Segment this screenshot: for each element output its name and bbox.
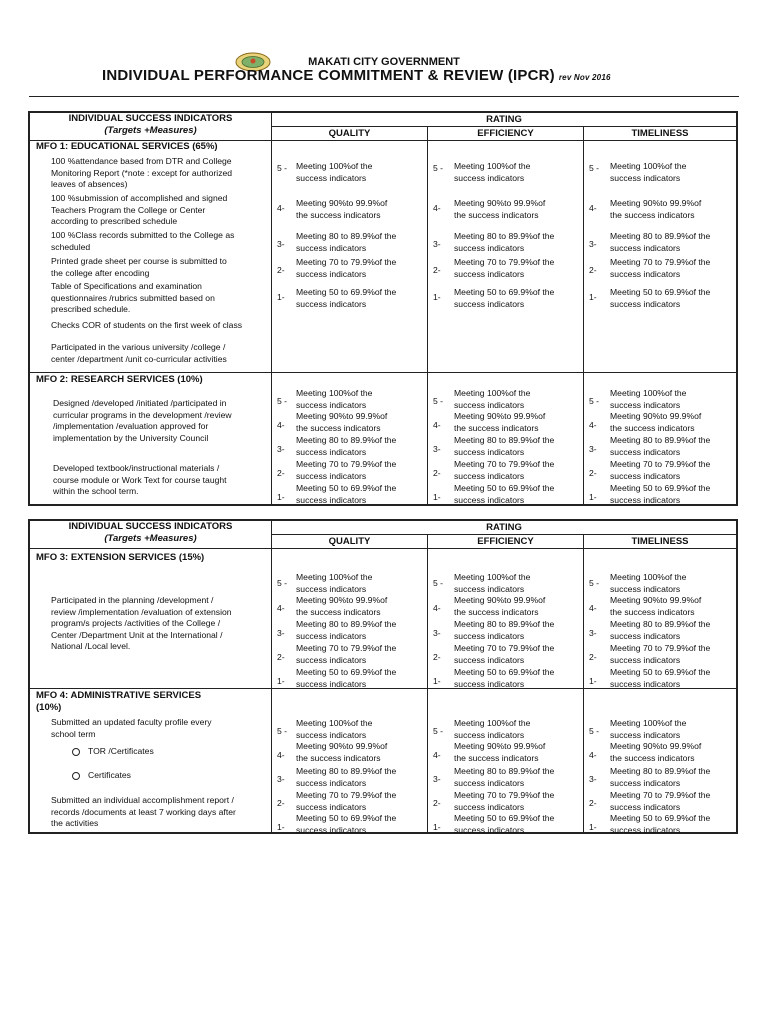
score-5: 5 - bbox=[277, 578, 288, 588]
score-2: 2- bbox=[277, 265, 285, 275]
score-2: 2- bbox=[277, 468, 285, 478]
isi-header: INDIVIDUAL SUCCESS INDICATORS (Targets +Measures) bbox=[30, 113, 272, 140]
timeliness-header: TIMELINESS bbox=[631, 536, 689, 547]
score-3: 3- bbox=[277, 239, 285, 249]
rating-2: Meeting 70 to 79.9%of the success indicators bbox=[454, 790, 555, 812]
score-1: 1- bbox=[589, 676, 597, 686]
score-4: 4- bbox=[589, 603, 597, 613]
indicator: Table of Specifications and examination questionnaires /rubrics submitted based on prescribed schedule. bbox=[51, 281, 215, 314]
rating-3: Meeting 80 to 89.9%of the success indicators bbox=[454, 619, 555, 641]
rating-5: Meeting 100%of the success indicators bbox=[296, 572, 373, 594]
rating-1: Meeting 50 to 69.9%of the success indicators bbox=[610, 813, 711, 835]
score-3: 3- bbox=[433, 628, 441, 638]
score-2: 2- bbox=[433, 468, 441, 478]
rating-3: Meeting 80 to 89.9%of the success indicators bbox=[610, 435, 711, 457]
score-2: 2- bbox=[433, 798, 441, 808]
indicator: Printed grade sheet per course is submitted to the college after encoding bbox=[51, 256, 227, 278]
score-1: 1- bbox=[589, 292, 597, 302]
score-5: 5 - bbox=[589, 396, 600, 406]
rating-4: Meeting 90%to 99.9%of the success indicators bbox=[296, 411, 388, 433]
indicator: Developed textbook/instructional materials / course module or Work Text for course taught within the school term. bbox=[53, 463, 227, 496]
score-3: 3- bbox=[277, 444, 285, 454]
rating-3: Meeting 80 to 89.9%of the success indicators bbox=[296, 231, 397, 253]
score-4: 4- bbox=[433, 750, 441, 760]
score-1: 1- bbox=[277, 492, 285, 502]
efficiency-header: EFFICIENCY bbox=[477, 128, 534, 139]
rating-4: Meeting 90%to 99.9%of the success indicators bbox=[296, 741, 388, 763]
rating-5: Meeting 100%of the success indicators bbox=[454, 161, 531, 183]
indicator: 100 %submission of accomplished and signed Teachers Program the College or Center according to prescribed schedule bbox=[51, 193, 228, 226]
row-divider bbox=[30, 372, 736, 373]
rating-2: Meeting 70 to 79.9%of the success indicators bbox=[296, 257, 397, 279]
rating-3: Meeting 80 to 89.9%of the success indicators bbox=[454, 766, 555, 788]
divider bbox=[271, 140, 272, 504]
score-2: 2- bbox=[433, 652, 441, 662]
divider bbox=[427, 140, 428, 504]
rating-4: Meeting 90%to 99.9%of the success indicators bbox=[610, 741, 702, 763]
score-4: 4- bbox=[277, 203, 285, 213]
organization-name: MAKATI CITY GOVERNMENT bbox=[308, 56, 460, 68]
rating-5: Meeting 100%of the success indicators bbox=[296, 718, 373, 740]
rating-5: Meeting 100%of the success indicators bbox=[454, 388, 531, 410]
rating-3: Meeting 80 to 89.9%of the success indicators bbox=[296, 766, 397, 788]
rating-5: Meeting 100%of the success indicators bbox=[610, 572, 687, 594]
rating-3: Meeting 80 to 89.9%of the success indicators bbox=[610, 231, 711, 253]
rating-2: Meeting 70 to 79.9%of the success indicators bbox=[454, 643, 555, 665]
divider bbox=[427, 127, 428, 140]
indicator: Submitted an individual accomplishment report / records /documents at least 7 working days after the activities bbox=[51, 795, 236, 828]
rating-5: Meeting 100%of the success indicators bbox=[454, 718, 531, 740]
rating-2: Meeting 70 to 79.9%of the success indicators bbox=[610, 257, 711, 279]
score-4: 4- bbox=[277, 603, 285, 613]
rating-1: Meeting 50 to 69.9%of the success indicators bbox=[454, 287, 555, 309]
rating-2: Meeting 70 to 79.9%of the success indicators bbox=[610, 459, 711, 481]
rating-5: Meeting 100%of the success indicators bbox=[610, 161, 687, 183]
score-1: 1- bbox=[433, 676, 441, 686]
indicator: Participated in the various university /college / center /department /unit co-curricular activities bbox=[51, 342, 227, 364]
document-title: INDIVIDUAL PERFORMANCE COMMITMENT & REVIEW (IPCR) rev Nov 2016 bbox=[102, 67, 611, 84]
rating-3: Meeting 80 to 89.9%of the success indicators bbox=[610, 766, 711, 788]
score-4: 4- bbox=[589, 420, 597, 430]
rating-2: Meeting 70 to 79.9%of the success indicators bbox=[610, 790, 711, 812]
score-3: 3- bbox=[589, 239, 597, 249]
header-divider bbox=[29, 96, 739, 97]
rating-1: Meeting 50 to 69.9%of the success indicators bbox=[296, 667, 397, 689]
table-header bbox=[30, 521, 736, 549]
rating-1: Meeting 50 to 69.9%of the success indicators bbox=[454, 813, 555, 835]
indicator: 100 %attendance based from DTR and College Monitoring Report (*note : except for authorized leaves of absences) bbox=[51, 156, 233, 189]
rating-1: Meeting 50 to 69.9%of the success indicators bbox=[610, 667, 711, 689]
rating-4: Meeting 90%to 99.9%of the success indicators bbox=[610, 595, 702, 617]
mfo4-title: MFO 4: ADMINISTRATIVE SERVICES (10%) bbox=[36, 690, 202, 713]
indicator: Submitted an updated faculty profile every school term bbox=[51, 717, 212, 739]
score-1: 1- bbox=[277, 292, 285, 302]
rating-1: Meeting 50 to 69.9%of the success indicators bbox=[296, 483, 397, 505]
rating-header: RATING bbox=[272, 521, 736, 535]
score-5: 5 - bbox=[277, 726, 288, 736]
divider bbox=[583, 548, 584, 832]
indicator: 100 %Class records submitted to the College as scheduled bbox=[51, 230, 235, 252]
rating-3: Meeting 80 to 89.9%of the success indicators bbox=[296, 435, 397, 457]
score-4: 4- bbox=[433, 203, 441, 213]
isi-header: INDIVIDUAL SUCCESS INDICATORS (Targets +Measures) bbox=[30, 521, 272, 548]
score-5: 5 - bbox=[433, 578, 444, 588]
revision-note: rev Nov 2016 bbox=[558, 73, 611, 82]
divider bbox=[427, 548, 428, 832]
rating-1: Meeting 50 to 69.9%of the success indicators bbox=[296, 287, 397, 309]
score-1: 1- bbox=[433, 292, 441, 302]
score-1: 1- bbox=[433, 492, 441, 502]
rating-5: Meeting 100%of the success indicators bbox=[610, 388, 687, 410]
rating-4: Meeting 90%to 99.9%of the success indicators bbox=[454, 741, 546, 763]
score-2: 2- bbox=[589, 468, 597, 478]
rating-1: Meeting 50 to 69.9%of the success indicators bbox=[610, 483, 711, 505]
rating-4: Meeting 90%to 99.9%of the success indicators bbox=[454, 411, 546, 433]
score-2: 2- bbox=[589, 265, 597, 275]
score-4: 4- bbox=[433, 420, 441, 430]
rating-header: RATING bbox=[272, 113, 736, 127]
rating-2: Meeting 70 to 79.9%of the success indicators bbox=[296, 459, 397, 481]
divider bbox=[583, 140, 584, 504]
score-5: 5 - bbox=[589, 578, 600, 588]
rating-3: Meeting 80 to 89.9%of the success indicators bbox=[610, 619, 711, 641]
timeliness-header: TIMELINESS bbox=[631, 128, 689, 139]
score-3: 3- bbox=[589, 628, 597, 638]
rating-2: Meeting 70 to 79.9%of the success indicators bbox=[296, 790, 397, 812]
bullet-circle-icon bbox=[72, 772, 80, 780]
score-3: 3- bbox=[433, 239, 441, 249]
score-1: 1- bbox=[589, 492, 597, 502]
score-1: 1- bbox=[277, 676, 285, 686]
indicator: Designed /developed /initiated /participated in curricular programs in the development /review /implementation /evaluation approved for implementation by the University Council bbox=[53, 398, 232, 443]
table-header bbox=[30, 113, 736, 141]
score-3: 3- bbox=[589, 444, 597, 454]
score-2: 2- bbox=[589, 652, 597, 662]
divider bbox=[427, 535, 428, 548]
score-3: 3- bbox=[433, 444, 441, 454]
rating-4: Meeting 90%to 99.9%of the success indicators bbox=[610, 198, 702, 220]
ipcr-table-2 bbox=[28, 519, 738, 834]
score-2: 2- bbox=[433, 265, 441, 275]
score-4: 4- bbox=[277, 420, 285, 430]
score-2: 2- bbox=[589, 798, 597, 808]
rating-1: Meeting 50 to 69.9%of the success indicators bbox=[610, 287, 711, 309]
mfo1-title: MFO 1: EDUCATIONAL SERVICES (65%) bbox=[36, 141, 218, 152]
score-5: 5 - bbox=[589, 163, 600, 173]
score-1: 1- bbox=[433, 822, 441, 832]
score-5: 5 - bbox=[589, 726, 600, 736]
efficiency-header: EFFICIENCY bbox=[477, 536, 534, 547]
score-5: 5 - bbox=[277, 163, 288, 173]
quality-header: QUALITY bbox=[328, 128, 371, 139]
rating-4: Meeting 90%to 99.9%of the success indicators bbox=[454, 198, 546, 220]
score-2: 2- bbox=[277, 798, 285, 808]
divider bbox=[583, 127, 584, 140]
score-2: 2- bbox=[277, 652, 285, 662]
rating-5: Meeting 100%of the success indicators bbox=[610, 718, 687, 740]
bullet-item: Certificates bbox=[72, 770, 131, 780]
rating-2: Meeting 70 to 79.9%of the success indicators bbox=[454, 257, 555, 279]
rating-2: Meeting 70 to 79.9%of the success indicators bbox=[610, 643, 711, 665]
rating-3: Meeting 80 to 89.9%of the success indicators bbox=[296, 619, 397, 641]
rating-2: Meeting 70 to 79.9%of the success indicators bbox=[454, 459, 555, 481]
score-1: 1- bbox=[589, 822, 597, 832]
rating-5: Meeting 100%of the success indicators bbox=[296, 161, 373, 183]
rating-4: Meeting 90%to 99.9%of the success indicators bbox=[454, 595, 546, 617]
score-4: 4- bbox=[589, 750, 597, 760]
rating-4: Meeting 90%to 99.9%of the success indicators bbox=[296, 198, 388, 220]
score-5: 5 - bbox=[433, 396, 444, 406]
score-5: 5 - bbox=[433, 726, 444, 736]
indicator: Checks COR of students on the first week of class bbox=[51, 320, 243, 330]
mfo2-title: MFO 2: RESEARCH SERVICES (10%) bbox=[36, 374, 203, 385]
score-3: 3- bbox=[277, 628, 285, 638]
score-5: 5 - bbox=[433, 163, 444, 173]
score-4: 4- bbox=[589, 203, 597, 213]
bullet-circle-icon bbox=[72, 748, 80, 756]
indicator: Participated in the planning /development / review /implementation /evaluation of extension program/s projects /activities of the College / Center /Department Unit at the International / National /Local level. bbox=[51, 595, 232, 651]
mfo3-title: MFO 3: EXTENSION SERVICES (15%) bbox=[36, 552, 205, 563]
rating-4: Meeting 90%to 99.9%of the success indicators bbox=[610, 411, 702, 433]
score-3: 3- bbox=[277, 774, 285, 784]
score-3: 3- bbox=[589, 774, 597, 784]
rating-5: Meeting 100%of the success indicators bbox=[296, 388, 373, 410]
score-5: 5 - bbox=[277, 396, 288, 406]
rating-1: Meeting 50 to 69.9%of the success indicators bbox=[296, 813, 397, 835]
divider bbox=[271, 548, 272, 832]
rating-2: Meeting 70 to 79.9%of the success indicators bbox=[296, 643, 397, 665]
ipcr-table-1 bbox=[28, 111, 738, 506]
rating-5: Meeting 100%of the success indicators bbox=[454, 572, 531, 594]
rating-1: Meeting 50 to 69.9%of the success indicators bbox=[454, 667, 555, 689]
rating-4: Meeting 90%to 99.9%of the success indicators bbox=[296, 595, 388, 617]
quality-header: QUALITY bbox=[328, 536, 371, 547]
rating-1: Meeting 50 to 69.9%of the success indicators bbox=[454, 483, 555, 505]
score-1: 1- bbox=[277, 822, 285, 832]
rating-3: Meeting 80 to 89.9%of the success indicators bbox=[454, 435, 555, 457]
score-4: 4- bbox=[277, 750, 285, 760]
score-3: 3- bbox=[433, 774, 441, 784]
score-4: 4- bbox=[433, 603, 441, 613]
bullet-item: TOR /Certificates bbox=[72, 746, 154, 756]
divider bbox=[583, 535, 584, 548]
rating-3: Meeting 80 to 89.9%of the success indicators bbox=[454, 231, 555, 253]
